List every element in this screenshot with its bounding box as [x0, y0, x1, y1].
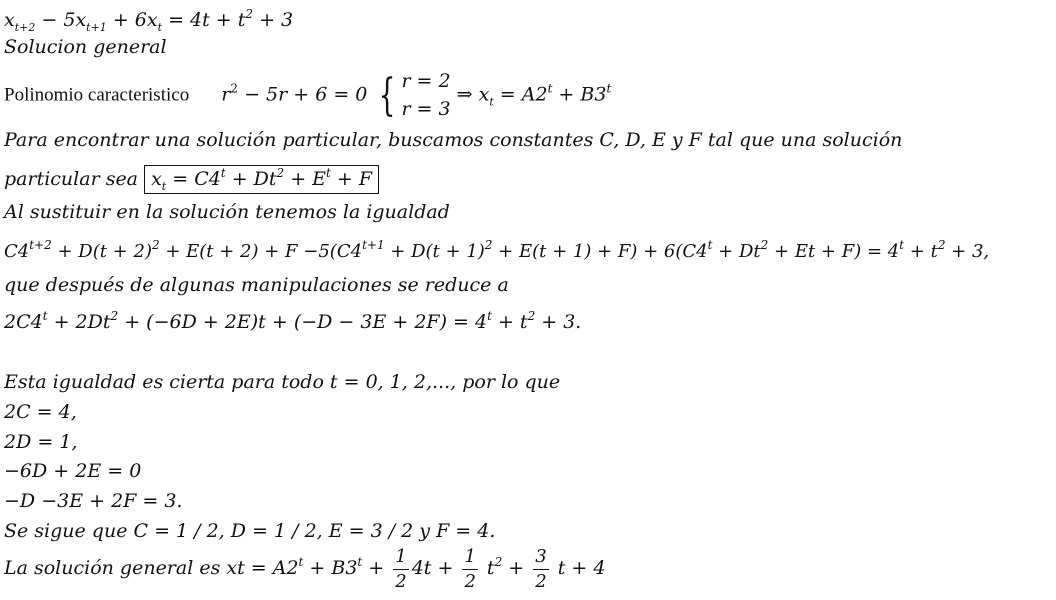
eq-text: + E(t + 2) + F −5(C4	[159, 241, 363, 262]
system-eq-2: 2D = 1,	[4, 431, 78, 453]
substituted-equation	[4, 239, 989, 261]
eq-superscript: t	[899, 238, 905, 252]
reduced-equation	[4, 310, 581, 332]
eq-text: − 5x	[35, 9, 87, 31]
eq-superscript: t+2	[29, 238, 52, 252]
system-eq-1: 2C = 4,	[4, 401, 77, 423]
fraction-denominator: 2	[395, 570, 407, 592]
poly-text: − 5r + 6 = 0	[238, 83, 368, 106]
final-text: + B3	[303, 557, 358, 580]
eq-text: + Et + F) = 4	[768, 241, 900, 262]
fraction-denominator: 2	[535, 570, 547, 592]
eq-superscript: 2	[760, 238, 769, 252]
fraction-2	[462, 546, 477, 592]
fraction-numerator: 1	[393, 546, 408, 570]
eq-text: x	[4, 9, 15, 31]
particular-label: particular sea	[4, 168, 145, 190]
eq-text: + 2Dt	[47, 311, 111, 333]
eq-text: + 3,	[945, 241, 990, 262]
box-superscript: t	[326, 166, 331, 180]
eq-superscript: 2	[245, 7, 254, 21]
poly-text: r	[221, 83, 231, 106]
system-eq-4: −D −3E + 2F = 3.	[4, 490, 183, 512]
eq-subscript: t+1	[86, 21, 107, 34]
eq-superscript: t	[487, 309, 492, 323]
final-text: 4t +	[411, 557, 460, 580]
poly-superscript: 2	[230, 81, 239, 96]
constants-result: Se sigue que C = 1 / 2, D = 1 / 2, E = 3 / 2 y F = 4.	[4, 520, 496, 542]
eq-text: C4	[4, 241, 30, 262]
box-text: + F	[330, 168, 373, 190]
box-superscript: t	[220, 166, 226, 180]
eq-text: 2C4	[4, 311, 43, 333]
eq-subscript: t	[157, 21, 163, 34]
box-text: = C4	[166, 168, 221, 190]
eq-text: + Dt	[712, 241, 761, 262]
eq-superscript: 2	[937, 238, 946, 252]
eq-text: + (−6D + 2E)t + (−D − 3E + 2F) = 4	[118, 311, 488, 333]
general-solution-heading: Solucion general	[4, 36, 167, 58]
final-text: La solución general es xt = A2	[4, 557, 299, 580]
box-text: x	[151, 168, 162, 190]
poly-text: + B3	[552, 83, 607, 106]
final-text: +	[502, 557, 531, 580]
substitution-intro: Al sustituir en la solución tenemos la igualdad	[4, 201, 450, 223]
fraction-numerator: 3	[533, 546, 548, 570]
poly-text: = A2	[493, 83, 548, 106]
final-general-solution	[4, 546, 605, 592]
eq-text: + E(t + 1) + F) + 6(C4	[492, 241, 708, 262]
final-superscript: t	[357, 555, 363, 570]
eq-text: = 4t + t	[162, 9, 246, 31]
eq-text: + 3	[253, 9, 294, 31]
eq-superscript: 2	[527, 309, 536, 323]
eq-text: + 3.	[535, 311, 582, 333]
poly-label: Polinomio caracteristico	[4, 84, 190, 106]
box-text: + Dt	[225, 168, 277, 190]
fraction-numerator: 1	[462, 546, 477, 570]
eq-subscript: t+2	[14, 21, 36, 34]
box-text: + E	[284, 168, 327, 190]
final-text: t + 4	[551, 557, 606, 580]
eq-superscript: 2	[110, 309, 119, 323]
manipulation-text: que después de algunas manipulaciones se reduce a	[4, 274, 509, 296]
particular-solution-line	[4, 167, 379, 192]
roots-brace	[373, 68, 450, 123]
eq-text: + D(t + 1)	[384, 241, 485, 262]
fraction-1	[393, 546, 408, 592]
left-brace-icon: {	[379, 69, 396, 121]
final-text: t	[480, 557, 495, 580]
roots-cases	[401, 68, 450, 123]
identity-statement: Esta igualdad es cierta para todo t = 0, 1, 2,..., por lo que	[4, 371, 561, 393]
characteristic-polynomial	[4, 68, 611, 123]
recurrence-equation	[4, 8, 293, 33]
fraction-3	[533, 546, 548, 592]
eq-text: + t	[904, 241, 938, 262]
eq-text: + t	[491, 311, 528, 333]
eq-text: + D(t + 2)	[51, 241, 152, 262]
final-text: +	[362, 557, 391, 580]
root-1: r = 2	[401, 70, 451, 92]
implies-text: ⇒ x	[450, 83, 490, 106]
final-superscript: 2	[494, 555, 503, 570]
poly-subscript: t	[489, 95, 494, 109]
eq-superscript: t	[707, 238, 713, 252]
box-superscript: 2	[276, 166, 285, 180]
fraction-denominator: 2	[464, 570, 476, 592]
poly-superscript: t	[547, 81, 553, 96]
eq-superscript: 2	[484, 238, 493, 252]
eq-superscript: 2	[151, 238, 160, 252]
particular-intro: Para encontrar una solución particular, buscamos constantes C, D, E y F tal que una solución	[4, 129, 903, 151]
root-2: r = 3	[401, 97, 451, 120]
system-eq-3: −6D + 2E = 0	[4, 460, 142, 482]
poly-superscript: t	[606, 81, 612, 96]
final-superscript: t	[298, 555, 304, 570]
particular-solution-box	[144, 165, 379, 194]
eq-superscript: t	[42, 309, 48, 323]
eq-text: + 6x	[106, 9, 158, 31]
eq-superscript: t+1	[362, 238, 385, 252]
box-subscript: t	[161, 180, 167, 193]
